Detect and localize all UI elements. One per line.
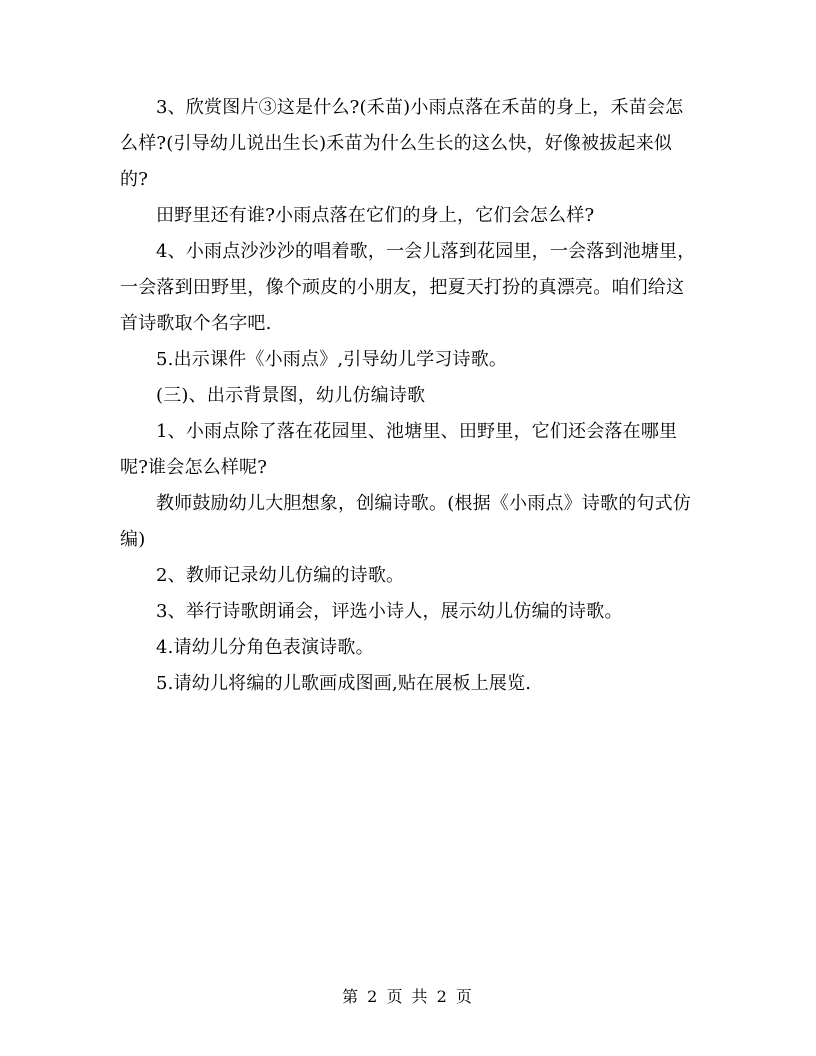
paragraph-where-else: 1、小雨点除了落在花园里、池塘里、田野里，它们还会落在哪里呢?谁会怎么样呢? [120, 421, 678, 478]
paragraph-teacher-record: 2、教师记录幼儿仿编的诗歌。 [156, 565, 405, 586]
paragraph-draw-pictures: 5.请幼儿将编的儿歌画成图画,贴在展板上展览. [156, 673, 532, 694]
paragraph-poetry-recital: 3、举行诗歌朗诵会，评选小诗人，展示幼儿仿编的诗歌。 [156, 601, 623, 622]
document-body [120, 90, 696, 702]
paragraph-show-courseware: 5.出示课件《小雨点》,引导幼儿学习诗歌。 [156, 349, 508, 370]
section-heading-background: (三)、出示背景图，幼儿仿编诗歌 [156, 385, 426, 406]
page-footer: 第 2 页 共 2 页 [342, 987, 474, 1006]
paragraph-teacher-encourage: 教师鼓励幼儿大胆想象，创编诗歌。(根据《小雨点》诗歌的句式仿编) [120, 493, 692, 550]
paragraph-field-question: 田野里还有谁?小雨点落在它们的身上，它们会怎么样? [156, 205, 595, 226]
paragraph-raindrop-song: 4、小雨点沙沙沙的唱着歌，一会儿落到花园里，一会落到池塘里，一会落到田野里，像个顽皮的小朋友，把夏天打扮的真漂亮。咱们给这首诗歌取个名字吧. [120, 241, 696, 334]
paragraph-role-play: 4.请幼儿分角色表演诗歌。 [156, 637, 374, 658]
paragraph-appreciate-picture-3: 3、欣赏图片③这是什么?(禾苗)小雨点落在禾苗的身上，禾苗会怎么样?(引导幼儿说出生长)禾苗为什么生长的这么快，好像被拔起来似的? [120, 97, 684, 190]
